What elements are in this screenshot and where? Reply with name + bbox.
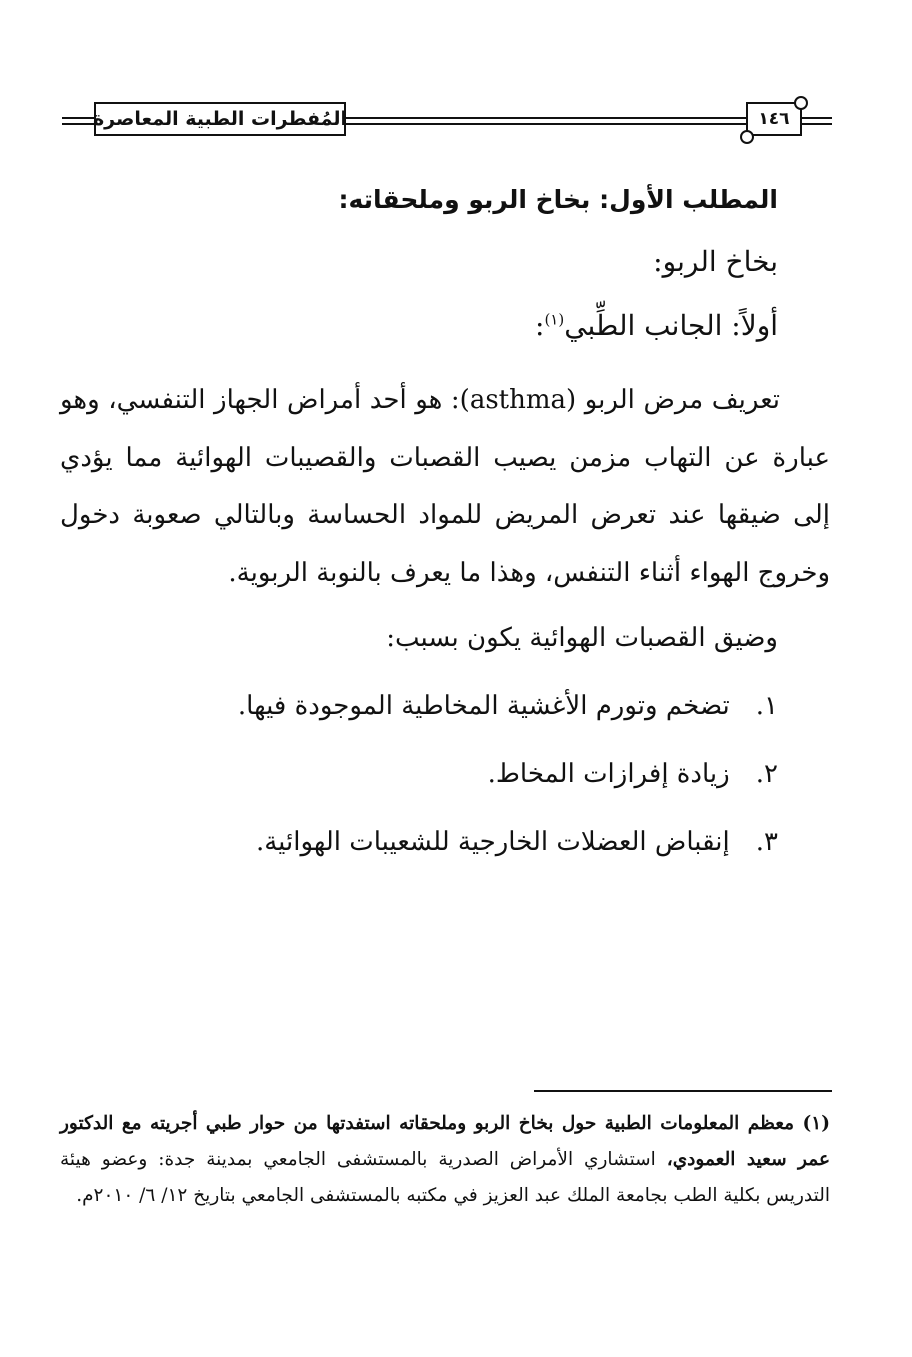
header-rule-left-2 [62,123,94,125]
page-number: ١٤٦ [758,109,790,129]
list-item-number: ٣. [755,827,778,857]
page-number-box [746,102,802,136]
list-item-text: زيادة إفرازات المخاط. [487,759,730,789]
subsection-title [78,306,778,346]
header-rule-right-2 [802,123,832,125]
footnote-separator [534,1090,832,1092]
definition-text: تعريف مرض الربو (asthma): هو أحد أمراض الجهاز التنفسي، وهو عبارة عن التهاب مزمن يصيب القصبات والقصيبات الهوائية مما يؤدي إلى ضيقها عند تعرض المريض للمواد الحساسة وبالتالي صعوبة دخول وخروج الهواء أثناء التنفس، وهذا ما يعرف بالنوبة الربوية. [60,385,830,588]
header-rule-middle-2 [346,123,746,125]
subsection-title-text: أولاً: الجانب الطِّبي [564,309,778,342]
list-item [78,822,778,862]
footnote-ref: (١) [544,310,565,329]
list-item-number: ٢. [755,759,778,789]
header-rule-left [62,117,94,119]
header-rule-middle [346,117,746,119]
header-rule-right [802,117,832,119]
list-item-number: ١. [755,691,778,721]
running-header [0,0,912,150]
book-title-box [94,102,346,136]
list-item-text: تضخم وتورم الأغشية المخاطية الموجودة فيها. [237,691,730,721]
causes-intro: وضيق القصبات الهوائية يكون بسبب: [386,623,778,653]
scroll-curl-top-icon [794,96,808,110]
scroll-curl-bottom-icon [740,130,754,144]
subsection-colon: : [535,309,545,342]
book-title: المُفطرات الطبية المعاصرة [92,108,348,130]
footnote [60,1106,830,1214]
footnote-text: استشاري الأمراض الصدرية بالمستشفى الجامعي بمدينة جدة: وعضو هيئة التدريس بكلية الطب بجامعة الملك عبد العزيز في مكتبه بالمستشفى الجامعي بتاريخ ١٢/ ٦/ ٢٠١٠م. [60,1149,830,1206]
footnote-bold: (١) معظم المعلومات الطبية حول بخاخ الربو وملحقاته استفدتها من حوار طبي أجريته مع الدكتور عمر سعيد العمودي، [60,1113,830,1170]
list-item [78,754,778,794]
definition-paragraph [60,372,830,602]
section-heading: المطلب الأول: بخاخ الربو وملحقاته: [338,185,778,214]
subheading: بخاخ الربو: [653,245,778,278]
list-item-text: إنقباض العضلات الخارجية للشعيبات الهوائية. [255,827,730,857]
list-item [78,686,778,726]
